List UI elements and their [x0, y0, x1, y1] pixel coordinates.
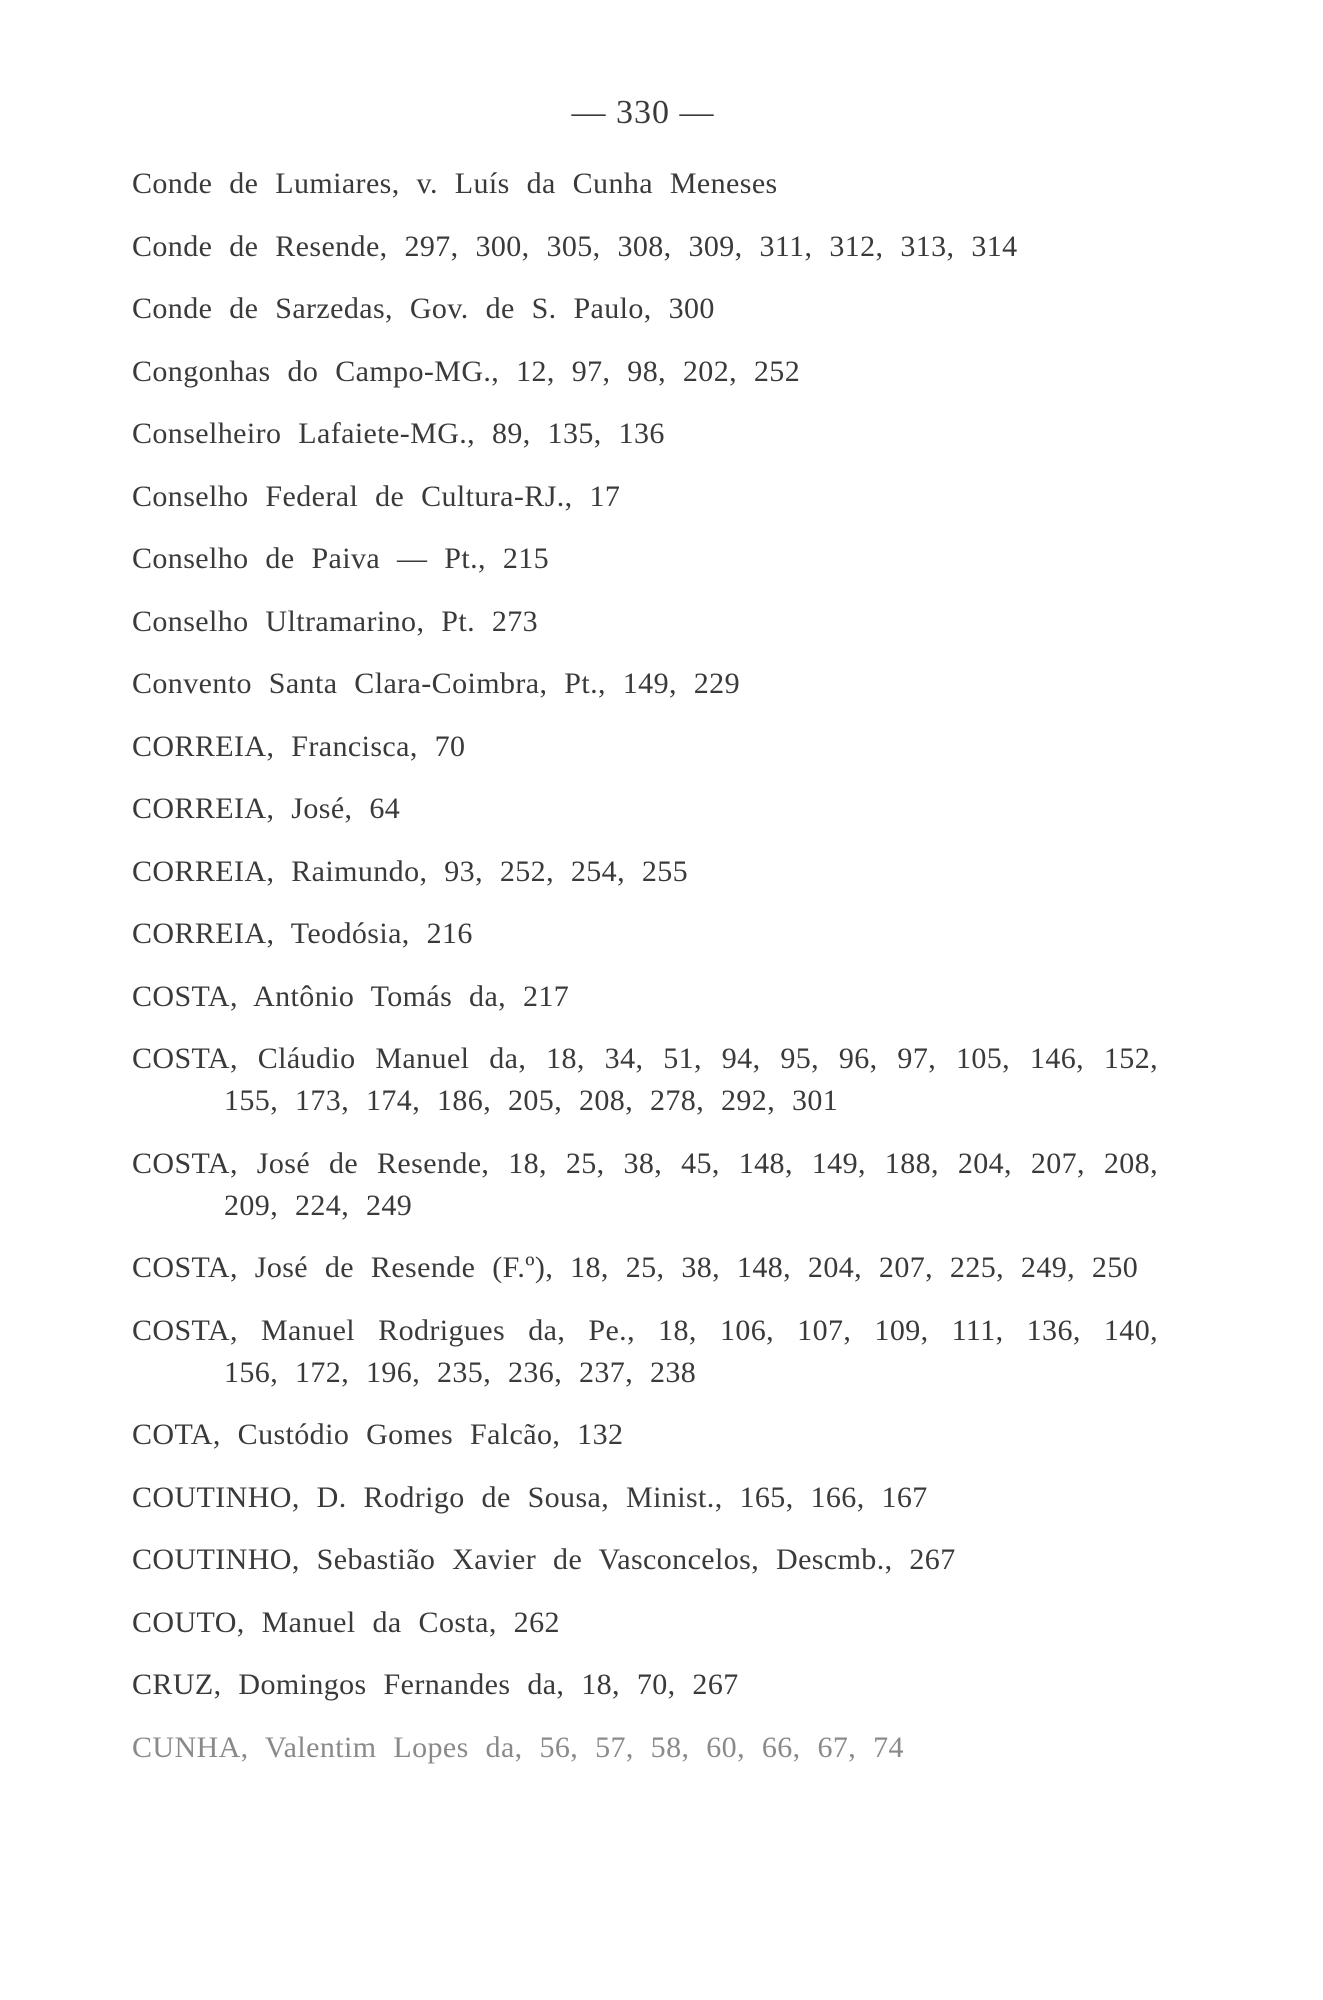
index-entry: COUTINHO, D. Rodrigo de Sousa, Minist., 165, 166, 167: [132, 1480, 928, 1514]
index-entry: Conde de Lumiares, v. Luís da Cunha Meneses: [132, 167, 778, 200]
index-entry: Conselho de Paiva — Pt., 215: [132, 542, 550, 575]
index-entry: CORREIA, Teodósia, 216: [132, 917, 473, 950]
index-entry: CRUZ, Domingos Fernandes da, 18, 70, 267: [132, 1668, 739, 1701]
index-entry: CUNHA, Valentim Lopes da, 56, 57, 58, 60, 66, 67, 74: [132, 1730, 904, 1764]
index-entry: Conselho Ultramarino, Pt. 273: [132, 604, 539, 638]
index-entry: COSTA, Manuel Rodrigues da, Pe., 18, 106, 107, 109, 111, 136, 140, 156, 172, 196, 235, 236, 237, 238: [132, 1313, 1158, 1389]
index-entry: CORREIA, Francisca, 70: [132, 729, 466, 763]
index-entry: Conselho Federal de Cultura-RJ., 17: [132, 479, 621, 513]
index-entry: Conde de Resende, 297, 300, 305, 308, 309, 311, 312, 313, 314: [132, 229, 1018, 263]
index-entry: Conselheiro Lafaiete-MG., 89, 135, 136: [132, 417, 665, 450]
index-entry: Conde de Sarzedas, Gov. de S. Paulo, 300: [132, 292, 715, 325]
index-entry: COUTINHO, Sebastião Xavier de Vasconcelos, Descmb., 267: [132, 1543, 956, 1576]
index-entry: COUTO, Manuel da Costa, 262: [132, 1605, 560, 1639]
index-entry: COTA, Custódio Gomes Falcão, 132: [132, 1418, 624, 1451]
index-entry: Congonhas do Campo-MG., 12, 97, 98, 202, 252: [132, 354, 801, 388]
index-entry: COSTA, José de Resende (F.º), 18, 25, 38, 148, 204, 207, 225, 249, 250: [132, 1251, 1139, 1284]
index-entry: COSTA, Antônio Tomás da, 217: [132, 979, 570, 1013]
index-entries-list: [132, 163, 1158, 1789]
index-entry: COSTA, José de Resende, 18, 25, 38, 45, 148, 149, 188, 204, 207, 208, 209, 224, 249: [132, 1146, 1158, 1222]
index-entry: Convento Santa Clara-Coimbra, Pt., 149, 229: [132, 667, 740, 700]
page-number: — 330 —: [571, 94, 715, 131]
index-entry: CORREIA, José, 64: [132, 792, 401, 825]
index-entry: CORREIA, Raimundo, 93, 252, 254, 255: [132, 854, 689, 888]
index-entry: COSTA, Cláudio Manuel da, 18, 34, 51, 94, 95, 96, 97, 105, 146, 152, 155, 173, 174, 186, 205, 208, 278, 292, 301: [132, 1042, 1158, 1117]
